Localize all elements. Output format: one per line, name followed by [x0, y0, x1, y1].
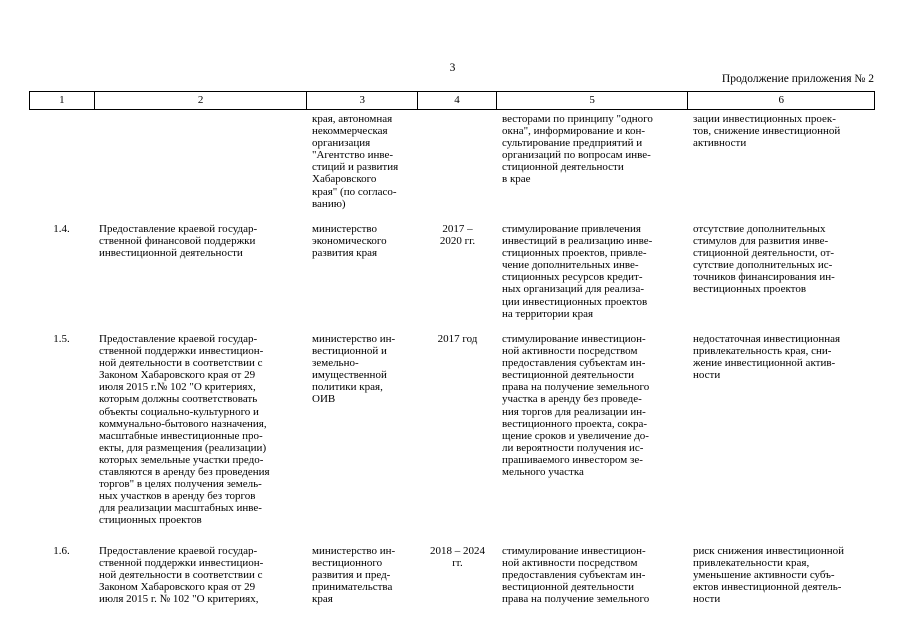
header-col-4: 4 — [418, 92, 497, 109]
table-row — [29, 113, 875, 210]
page-number: 3 — [449, 62, 456, 74]
continuation-label: Продолжение приложения № 2 — [721, 73, 874, 85]
executor-cell: министерство ин- вестиционной и земельно- имущественной политики края, ОИВ — [312, 333, 396, 406]
measure-cell: Предоставление краевой государ- ственной поддержки инвестицион- ной деятельности в соответствии с Законом Хабаровского края от 29 июля 2015 г. № 102 "О критериях, — [99, 545, 264, 606]
consequence-cell: зации инвестиционных проек- тов, снижение инвестиционной активности — [693, 113, 841, 150]
consequence-cell: риск снижения инвестиционной привлекательности края, уменьшение активности субъ- ектов инвестиционной деятель- ности — [693, 545, 845, 606]
term-cell — [418, 113, 497, 210]
table-header — [29, 91, 875, 110]
result-cell: весторами по принципу "одного окна", информирование и кон- сультирование предприятий и организаций по вопросам инве- стиционной деятельности в крае — [502, 113, 653, 186]
row-number: 1.4. — [53, 223, 70, 235]
term-cell: 2017 – 2020 гг. — [439, 223, 476, 248]
executor-cell: министерство экономического развития края — [312, 223, 387, 260]
term-cell: 2017 год — [437, 333, 478, 345]
result-cell: стимулирование инвестицион- ной активности посредством предоставления субъектам ин- вестиционной деятельности права на получение земельного участка в аренду без проведе- ния торгов для реализации ин- вестиционного проекта, сокра- щение сроков и увеличение до- ли вероятности получения ис- прашиваемого инвестором зе- мельного участка — [502, 333, 650, 479]
header-col-3: 3 — [307, 92, 418, 109]
executor-cell: края, автономная некоммерческая организация "Агентство инве- стиций и развития Хабаровского края" (по согласо- ванию) — [312, 113, 399, 210]
executor-cell: министерство ин- вестиционного развития и пред- принимательства края — [312, 545, 396, 606]
header-col-6: 6 — [778, 94, 784, 106]
table-row — [29, 223, 875, 320]
header-col-2: 2 — [95, 92, 308, 109]
header-col-5: 5 — [497, 92, 689, 109]
measure-cell — [94, 113, 307, 210]
table-row — [29, 333, 875, 527]
result-cell: стимулирование привлечения инвестиций в реализацию инве- стиционных проектов, привле- чение дополнительных инве- стиционных ресурсов кредит- ных организаций для реализа- ции инвестиционных проектов на территории края — [502, 223, 653, 320]
measure-cell: Предоставление краевой государ- ственной финансовой поддержки инвестиционной деятельности — [99, 223, 258, 260]
row-number — [29, 113, 94, 210]
consequence-cell: недостаточная инвестиционная привлекательность края, сни- жение инвестиционной актив- ности — [693, 333, 841, 382]
consequence-cell: отсутствие дополнительных стимулов для развития инве- стиционной деятельности, от- сутствие дополнительных ис- точников финансирования ин- вестиционных проектов — [693, 223, 835, 296]
result-cell: стимулирование инвестицион- ной активности посредством предоставления субъектам ин- вестиционной деятельности права на получение земельного — [502, 545, 650, 606]
term-cell: 2018 – 2024 гг. — [430, 545, 485, 570]
row-number: 1.6. — [53, 545, 70, 557]
header-col-1: 1 — [30, 92, 95, 109]
measure-cell: Предоставление краевой государ- ственной поддержки инвестицион- ной деятельности в соответствии с Законом Хабаровского края от 29 июля 2015 г.№ 102 "О критериях, которым должны соответствовать объекты социально-культурного и коммунально-бытового назначения, масштабные инвестиционные про- екты, для размещения (реализации) которых земельные участки предо- ставляются в аренду без проведения торгов" в целях получения земель- ных участков в аренду без торгов для реализации масштабных инве- стиционных проектов — [99, 333, 270, 527]
table-row — [29, 545, 875, 605]
row-number: 1.5. — [53, 333, 70, 345]
